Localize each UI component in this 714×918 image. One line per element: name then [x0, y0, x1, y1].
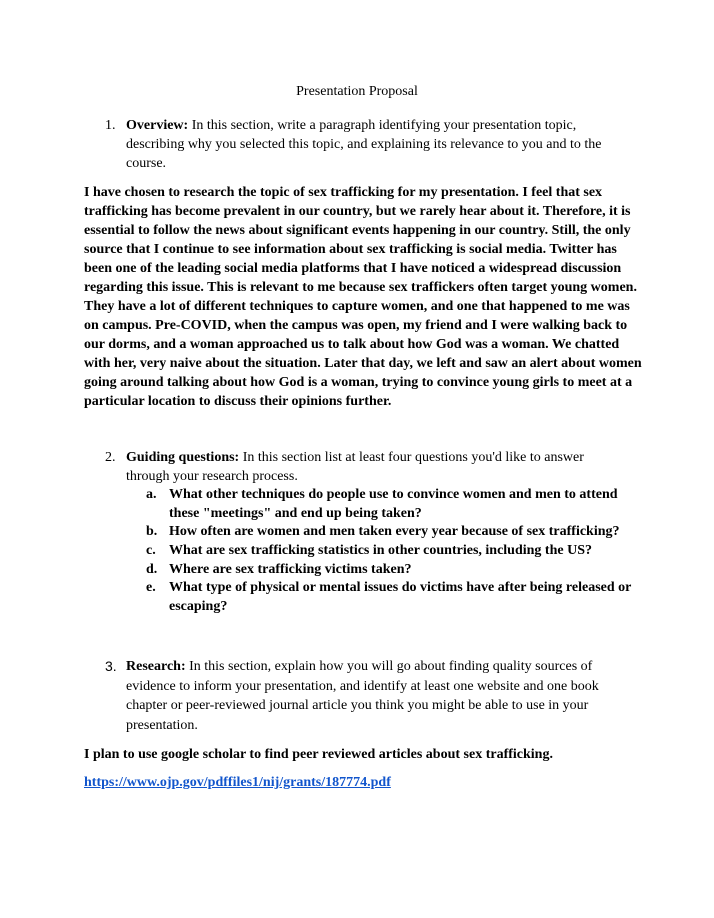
section-number: 2.: [105, 450, 116, 465]
section-heading: Research:: [126, 659, 186, 674]
section-instructions: In this section, write a paragraph identifying your presentation topic, describing why you selected this topic, and explaining its relevance to you and to the course.: [126, 118, 602, 171]
overview-answer: I have chosen to research the topic of sex trafficking for my presentation. I feel that sex trafficking has become prevalent in our country, but we rarely hear about it. Therefore, it is essential to follow the news about significant events happening in our country. Still, the only source that I continue to see information about sex trafficking is social media. Twitter has been one of the leading social media platforms that I have noticed a widespread discussion regarding this issue. This is relevant to me because sex traffickers often target young women. They have a lot of different techniques to capture women, and one that happened to me was on campus. Pre-COVID, when the campus was open, my friend and I were walking back to our dorms, and a woman approached us to talk about how God was a woman. We chatted with her, very naive about the situation. Later that day, we left and saw an alert about women going around talking about how God is a woman, trying to convince young girls to meet at a particular location to discuss their opinions further.: [84, 185, 642, 409]
question-item: [146, 578, 639, 616]
question-item: [146, 522, 639, 541]
question-item: [146, 541, 639, 560]
question-text: How often are women and men taken every year because of sex trafficking?: [169, 524, 620, 539]
question-text: What are sex trafficking statistics in other countries, including the US?: [169, 543, 592, 558]
section-number: 1.: [105, 118, 116, 133]
question-item: [146, 485, 639, 523]
source-link[interactable]: https://www.ojp.gov/pdffiles1/nij/grants/187774.pdf: [84, 775, 391, 790]
section-research-prompt: [105, 657, 626, 735]
question-item: [146, 560, 639, 579]
question-letter: e.: [146, 580, 156, 595]
section-heading: Overview:: [126, 118, 189, 133]
page-title: Presentation Proposal: [296, 84, 418, 99]
section-number: 3.: [105, 658, 117, 674]
section-overview-prompt: [105, 116, 626, 173]
section-guiding-questions-prompt: [105, 448, 626, 486]
section-instructions: In this section, explain how you will go about finding quality sources of evidence to inform your presentation, and identify at least one website and one book chapter or peer-reviewed journal article you think you might be able to use in your presentation.: [126, 659, 599, 733]
question-text: What other techniques do people use to convince women and men to attend these "meetings" and end up being taken?: [169, 487, 618, 521]
question-letter: b.: [146, 524, 158, 539]
question-letter: d.: [146, 562, 158, 577]
section-instructions: In this section list at least four questions you'd like to answer through your research process.: [126, 450, 584, 484]
question-letter: a.: [146, 487, 157, 502]
research-answer: I plan to use google scholar to find peer reviewed articles about sex trafficking.: [84, 747, 553, 762]
question-text: What type of physical or mental issues do victims have after being released or escaping?: [169, 580, 632, 614]
question-letter: c.: [146, 543, 156, 558]
question-text: Where are sex trafficking victims taken?: [169, 562, 412, 577]
section-heading: Guiding questions:: [126, 450, 240, 465]
